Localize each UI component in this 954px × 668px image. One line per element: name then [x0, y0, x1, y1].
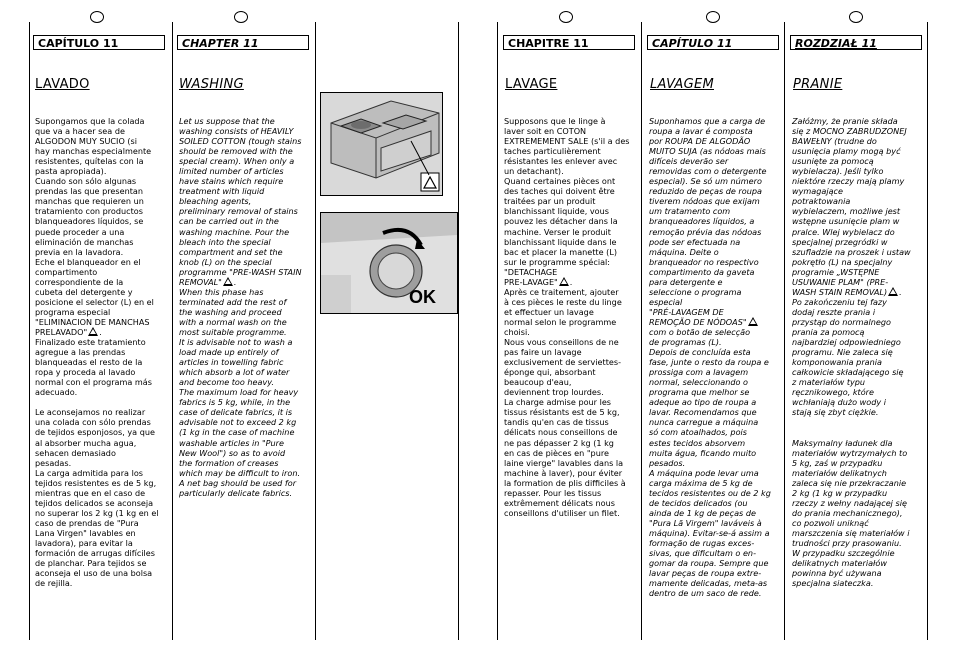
warning-triangle-icon	[559, 277, 569, 286]
page-marker-circle	[234, 11, 248, 23]
selector-knob-illustration	[320, 212, 458, 314]
page-marker-circle	[849, 11, 863, 23]
column-divider	[29, 22, 30, 640]
section-title-es: LAVADO	[35, 77, 90, 92]
section-title-pt: LAVAGEM	[650, 77, 714, 92]
chapter-heading-fr: CHAPITRE 11	[503, 35, 635, 50]
chapter-heading-pt: CAPÍTULO 11	[647, 35, 779, 50]
column-divider	[641, 22, 642, 640]
selector-knob-drawing	[321, 213, 457, 313]
ok-label: OK	[409, 287, 436, 307]
chapter-heading-en: CHAPTER 11	[177, 35, 309, 50]
section-title-fr: LAVAGE	[505, 77, 558, 92]
column-divider	[927, 22, 928, 640]
page-marker-circle	[90, 11, 104, 23]
body-text-es: Supongamos que la colada que va a hacer sea de ALGODON MUY SUCIO (si hay manchas especialmente resistentes, quítelas con la pasta apropiada). Cuando son sólo algunas prendas las que presentan manchas que requieren un tratamiento con productos blanqueadores líquidos, se puede proceder a una eliminación de manchas previa en la lavadora. Eche el blanqueador en el compartimento correspondiente de la cubeta del detergente y posicione el selector (L) en el programa especial "ELIMINACION DE MANCHAS PRELAVADO" . Finalizado este tratamiento agregue a las prendas blanqueadas el resto de la ropa y proceda al lavado normal con el programa más adecuado. Le aconsejamos no realizar una colada con sólo prendas de tejidos esponjosos, ya que al absorber mucha agua, sehacen demasiado pesadas. La carga admitida para los tejidos resistentes es de 5 kg, mientras que en el caso de tejidos delicados se aconseja no superar los 2 kg (1 kg en el caso de prendas de "Pura Lana Virgen" lavables en lavadora), para evitar la formación de arrugas difíciles de planchar. Para tejidos se aconseja el uso de una bolsa de rejilla.	[35, 116, 159, 589]
warning-triangle-icon	[748, 317, 758, 326]
chapter-heading-pl: ROZDZIAŁ 11	[790, 35, 922, 50]
column-divider	[784, 22, 785, 640]
section-title-en: WASHING	[179, 77, 244, 92]
section-title-pl: PRANIE	[793, 77, 843, 92]
column-divider	[458, 22, 459, 640]
page-marker-circle	[706, 11, 720, 23]
warning-triangle-icon	[88, 327, 98, 336]
column-divider	[315, 22, 316, 640]
detergent-drawer-illustration	[320, 92, 443, 196]
warning-triangle-icon	[223, 277, 233, 286]
column-divider	[172, 22, 173, 640]
page-marker-circle	[559, 11, 573, 23]
chapter-heading-es: CAPÍTULO 11	[33, 35, 165, 50]
body-text-en: Let us suppose that the washing consists of HEAVILY SOILED COTTON (tough stains should be removed with the special cream). When only a limited number of articles have stains which require treatment with liquid bleaching agents, preliminary removal of stains can be carried out in the washing machine. Pour the bleach into the special compartment and set the knob (L) on the special programme "PRE-WASH STAIN REMOVAL" . When this phase has terminated add the rest of the washing and proceed with a normal wash on the most suitable programme. It is advisable not to wash a load made up entirely of articles in towelling fabric which absorb a lot of water and become too heavy. The maximum load for heavy fabrics is 5 kg, while, in the case of delicate fabrics, it is advisable not to exceed 2 kg (1 kg in the case of machine washable articles in "Pure New Wool") so as to avoid the formation of creases which may be difficult to iron. A net bag should be used for particularly delicate fabrics.	[179, 116, 302, 498]
body-text-fr: Supposons que le linge à laver soit en COTON EXTREMEMENT SALE (s'il a des taches particulièrement résistantes les enlever avec un detachant). Quand certaines pièces ont des taches qui doivent être traitées par un produit blanchissant liquide, vous pouvez les détacher dans la machine. Verser le produit blanchissant liquide dans le bac et placer la manette (L) sur le programme spécial: "DETACHAGE PRE-LAVAGE" . Après ce traitement, ajouter à ces pièces le reste du linge et effectuer un lavage normal selon le programme choisi. Nous vous conseillons de ne pas faire un lavage exclusivement de serviettes- éponge qui, absorbant beaucoup d'eau, deviennent trop lourdes. La charge admise pour les tissus résistants est de 5 kg, tandis qu'en cas de tissus délicats nous conseillons de ne pas dépasser 2 kg (1 kg en cas de pièces en "pure laine vierge" lavables dans la machine à laver), pour éviter la formation de plis difficiles à repasser. Pour les tissus extrêmement délicats nous conseillons d'utiliser un filet.	[504, 116, 630, 518]
column-divider	[497, 22, 498, 640]
body-text-pt: Suponhamos que a carga de roupa a lavar é composta por ROUPA DE ALGODÃO MUITO SUJA (as nódoas mais difíceis deverão ser removidas com o detergente especial). Se só um número reduzido de peças de roupa tiverem nódoas que exijam um tratamento com branqueadores líquidos, a remoção prévia das nódoas pode ser efectuada na máquina. Deite o branqueador no respectivo compartimento da gaveta para detergente e seleccione o programa especial "PRÉ-LAVAGEM DE REMOÇÃO DE NÓDOAS" com o botão de selecção de programas (L). Depois de concluída esta fase, junte o resto da roupa e prossiga com a lavagem normal, seleccionando o programa que melhor se adeque ao tipo de roupa a lavar. Recomendamos que nunca carregue a máquina só com atoalhados, pois estes tecidos absorvem muita água, ficando muito pesados. A máquina pode levar uma carga máxima de 5 kg de tecidos resistentes ou de 2 kg de tecidos delicados (ou ainda de 1 kg de peças de "Pura Lã Virgem" laváveis à máquina). Evitar-se-á assim a formação de rugas exces- sivas, que dificultam o en- gomar da roupa. Sempre que lavar peças de roupa extre- mamente delicadas, meta-as dentro de um saco de rede.	[649, 116, 771, 599]
detergent-drawer-drawing	[321, 93, 442, 195]
warning-triangle-icon	[888, 287, 898, 296]
body-text-pl: Załóżmy, że pranie składa się z MOCNO ZABRUDZONEJ BAWEŁNY (trudne do usunięcia plamy mogą być usunięte za pomocą wybielacza). Jeśli tylko niektóre rzeczy mają plamy wymagające potraktowania wybielaczem, możliwe jest wstępne usunięcie plam w pralce. Wlej wybielacz do specjalnej przegródki w szufladzie na proszek i ustaw pokrętło (L) na specjalny programie „WSTĘPNE USUWANIE PLAM" (PRE- WASH STAIN REMOVAL) . Po zakończeniu tej fazy dodaj reszte prania i przystąp do normalnego prania za pomocą najbardziej odpowiedniego programu. Nie zaleca się komponowania prania całkowicie składającego się z materiałów typu ręcznikowego, które wchłaniają dużo wody i stają się zbyt ciężkie. Maksymalny ładunek dla materiałów wytrzymałych to 5 kg, zaś w przypadku materiałów delikatnych zaleca się nie przekraczanie 2 kg (1 kg w przypadku rzeczy z wełny nadającej się do prania mechanicznego), co pozwoli uniknąć marszczenia się materiałów i trudności przy prasowaniu. W przypadku szczególnie delikatnych materiałów powinna być używana specjalna siateczka.	[792, 116, 911, 589]
